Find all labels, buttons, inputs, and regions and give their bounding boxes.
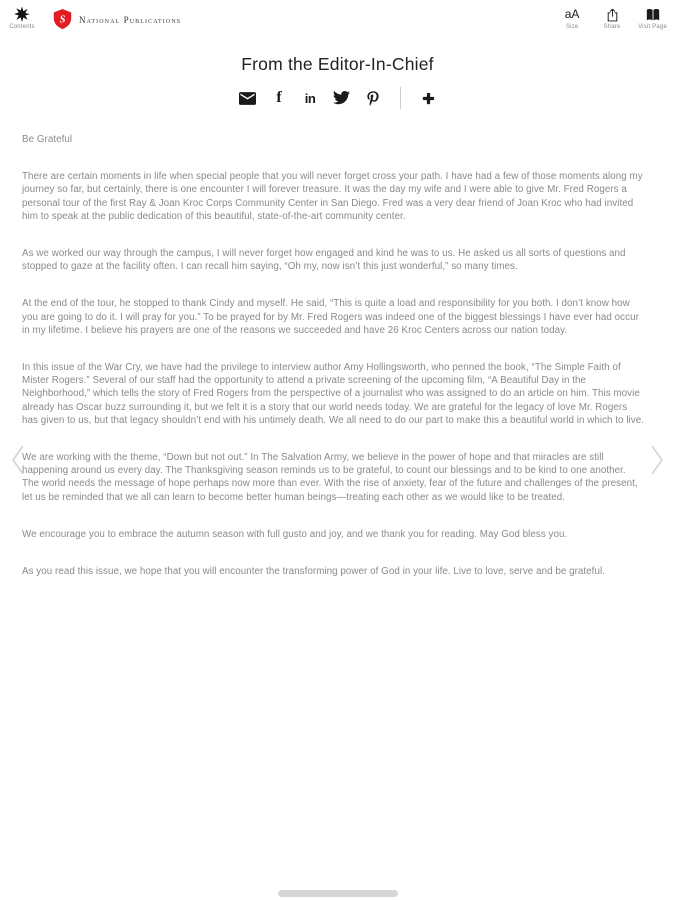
horizontal-scrollbar-thumb[interactable] [278,890,398,897]
text-size-icon: aA [564,7,580,21]
article-view [0,54,675,578]
contents-button[interactable] [8,4,36,32]
brand [52,8,181,31]
pinterest-share-button[interactable] [365,88,381,108]
article-paragraph: As you read this issue, we hope that you will encounter the transforming power of God in your life. Live to love, serve and be grateful. [22,566,605,578]
text-size-label: Size [565,24,579,30]
prev-page-button[interactable] [6,440,30,483]
visit-page-button[interactable] [638,6,667,32]
social-divider [400,87,401,109]
page-title: From the Editor-In-Chief [241,54,434,74]
share-button[interactable] [598,6,626,32]
salvation-army-shield-logo [52,8,73,31]
pinterest-icon [367,91,379,106]
twitter-icon [333,91,350,105]
article-body [0,108,675,578]
article-paragraph: We encourage you to embrace the autumn season with full gusto and joy, and we thank you for reading. May God bless you. [22,528,568,540]
brand-name: National Publications [79,14,182,25]
email-icon [239,92,256,105]
text-size-button[interactable] [558,6,586,32]
chevron-right-icon [649,444,665,476]
facebook-icon: f [276,89,282,106]
facebook-share-button[interactable] [271,88,287,108]
twitter-share-button[interactable] [333,88,350,108]
next-page-button[interactable] [645,440,669,483]
article-paragraph: We are working with the theme, “Down but not out.” In The Salvation Army, we believe in the power of hope and that miracles are still happening around us every day. The Thanksgiving season reminds us to be grateful, to count our blessings and to be kind to one another. The world needs the message of hope perhaps now more than ever. With the rise of anxiety, fear of the future and challenges of the present, let us be reminded that we all can learn to become better human beings—treating each other as we would like to be treated. [22,452,638,503]
article-paragraph: There are certain moments in life when special people that you will never forget cross your path. I have had a few of those moments along my journey so far, but certainly, there is one encounter I will forever treasure. It was the day my wife and I were able to give Mr. Fred Rogers a personal tour of the first Ray & Joan Kroc Corps Community Center in San Diego. Fred was a very dear friend of Joan Kroc who had invited him to speak at the public dedication of this beautiful, state-of-the-art community center. [22,171,643,222]
linkedin-icon: in [304,90,316,106]
svg-text:S: S [59,14,66,26]
share-label: Share [603,24,621,30]
contents-burst-icon [14,6,30,22]
visit-page-label: Visit Page [638,24,667,30]
open-book-icon [645,8,661,22]
share-icon [606,8,619,22]
chevron-left-icon [10,444,26,476]
contents-label: Contents [9,24,35,30]
topbar-left [8,4,181,32]
article-lead: Be Grateful [22,134,73,145]
article-paragraph: As we worked our way through the campus, I will never forget how engaged and kind he was to us. He asked us all sorts of questions and stopped to gaze at the facility often. I can recall him saying, “Oh my, now isn’t this just wonderful,” so many times. [22,248,626,273]
plus-share-icon [422,92,435,105]
article-paragraph: In this issue of the War Cry, we have had the privilege to interview author Amy Hollingsworth, who penned the book, “The Simple Faith of Mister Rogers.” Several of our staff had the opportunity to attend a private screening of the upcoming film, “A Beautiful Day in the Neighborhood,” which tells the story of Fred Rogers from the perspective of a journalist who was assigned to do an article on him. This movie already has Oscar buzz surrounding it, but we felt it is a story that our world needs today. We are grateful for the legacy of love Mr. Rogers has given to us, but that legacy shouldn’t end with his untimely death. We all need to do our part to make this a beautiful world in which to live. [22,362,645,426]
topbar [0,0,675,38]
more-share-button[interactable] [420,88,436,108]
linkedin-share-button[interactable] [302,88,318,108]
topbar-right [558,4,667,32]
article-paragraph: At the end of the tour, he stopped to thank Cindy and myself. He said, “This is quite a load and responsibility for you both. I don’t know how you are going to do it. I will pray for you.” To be prayed for by Mr. Fred Rogers was indeed one of the biggest blessings I have ever had occur in my lifetime. I believe his prayers are one of the reasons we succeeded and have 26 Kroc Centers across our nation today. [22,298,639,336]
social-share-row [0,88,675,108]
email-share-button[interactable] [239,88,256,108]
